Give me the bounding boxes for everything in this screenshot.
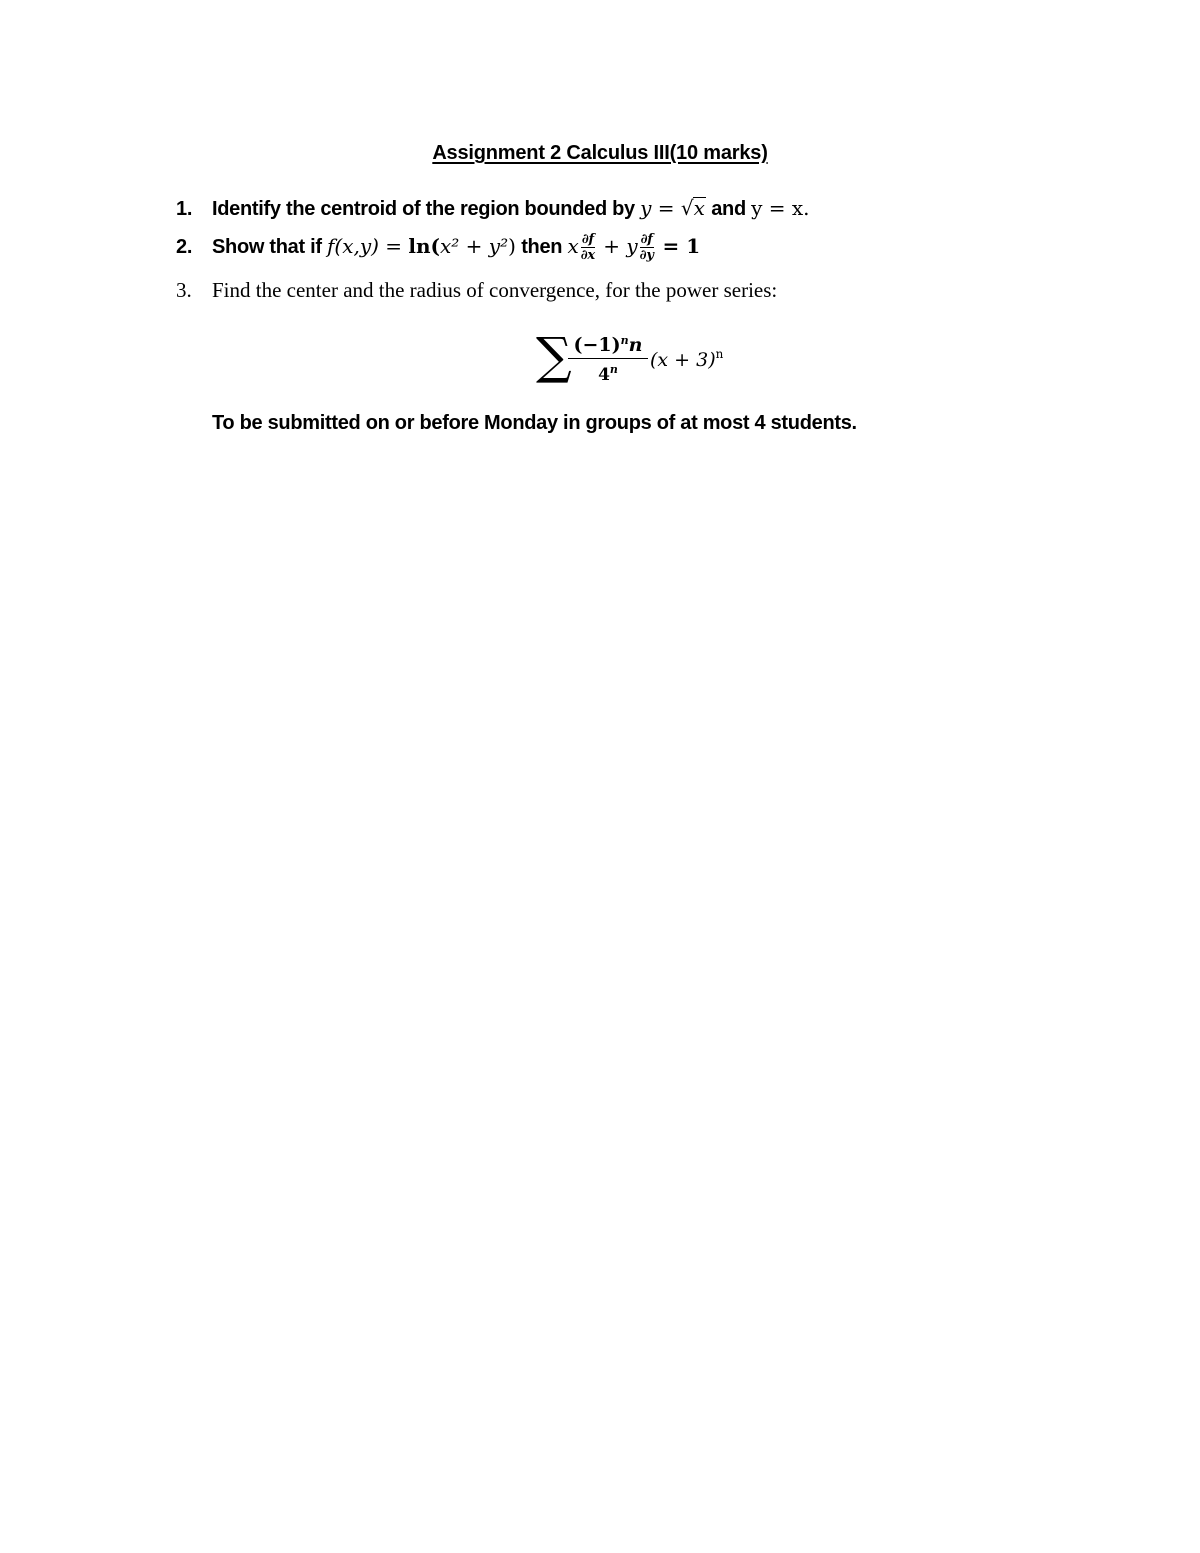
question-number: 3.: [176, 278, 192, 302]
term-exponent: n: [715, 347, 724, 361]
ln-function: ln(: [408, 234, 441, 258]
partial-fraction-x: [581, 232, 595, 263]
connector-text: and: [705, 198, 752, 220]
series-denominator: [568, 359, 648, 386]
summation-symbol: ∑: [536, 327, 572, 385]
term-base: (x + 3): [650, 349, 716, 371]
numerator-base: (−1): [573, 334, 621, 356]
sqrt-argument: x: [693, 196, 705, 220]
function-expression: f(x,y) =: [327, 234, 409, 258]
fraction-denominator: ∂y: [639, 248, 654, 264]
fraction-numerator: ∂f: [581, 232, 594, 248]
series-numerator: [568, 328, 648, 359]
question-text: Find the center and the radius of convergence, for the power series:: [212, 278, 778, 302]
y-coefficient: y: [626, 234, 638, 258]
close-paren: ): [508, 234, 516, 258]
question-text: Identify the centroid of the region bounded by: [212, 198, 635, 220]
x-coefficient: x: [567, 234, 579, 258]
math-expression: y = x.: [751, 196, 810, 220]
partial-fraction-y: [640, 232, 654, 263]
question-3: [176, 276, 777, 304]
ln-argument: x² + y²: [440, 234, 509, 258]
connector-text: then: [515, 236, 568, 258]
numerator-factor: n: [628, 334, 643, 356]
sqrt-symbol: √: [680, 196, 694, 220]
equals-one: = 1: [655, 234, 701, 258]
fraction-numerator: ∂f: [640, 232, 653, 248]
question-2: [176, 232, 700, 263]
question-1: [176, 194, 810, 223]
series-term: [650, 347, 723, 371]
question-text: Show that if: [212, 236, 322, 258]
denominator-exponent: n: [609, 363, 618, 376]
submission-note: To be submitted on or before Monday in groups of at most 4 students.: [212, 412, 857, 434]
series-fraction: [568, 328, 648, 386]
question-number: 2.: [176, 236, 193, 258]
denominator-base: 4: [598, 365, 610, 385]
numerator-exponent: n: [620, 334, 629, 347]
question-number: 1.: [176, 198, 193, 220]
page-title: Assignment 2 Calculus III(10 marks): [432, 142, 768, 164]
plus-sign: +: [596, 234, 627, 258]
math-expression: y =: [640, 196, 681, 220]
power-series-formula: [536, 328, 756, 388]
fraction-denominator: ∂x: [580, 248, 595, 264]
